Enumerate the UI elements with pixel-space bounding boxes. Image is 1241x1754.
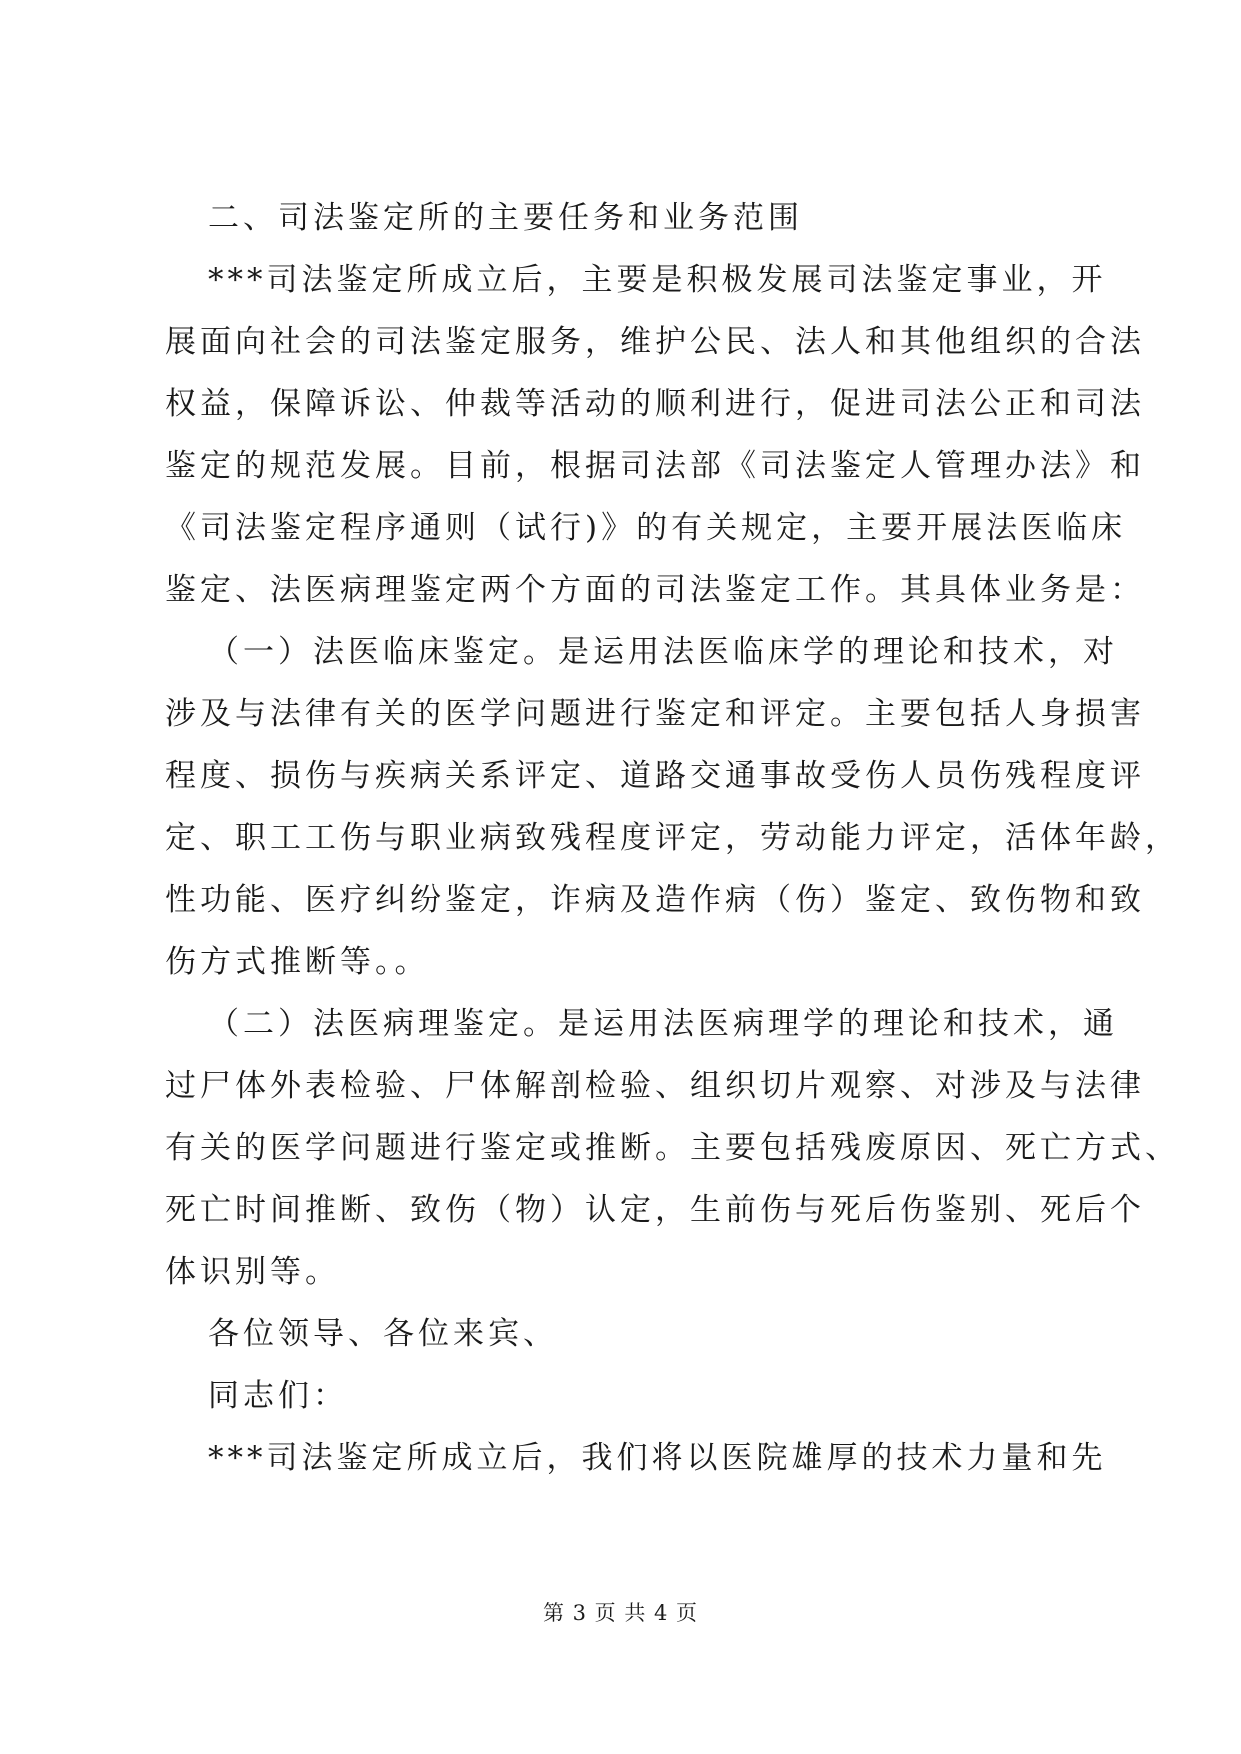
paragraph-line: 展面向社会的司法鉴定服务，维护公民、法人和其他组织的合法 (165, 324, 1145, 360)
paragraph-line: 伤方式推断等。。 (165, 944, 430, 980)
paragraph-line: 体识别等。 (165, 1254, 340, 1290)
paragraph-line: 过尸体外表检验、尸体解剖检验、组织切片观察、对涉及与法律 (165, 1068, 1145, 1104)
paragraph-line: 性功能、医疗纠纷鉴定，诈病及造作病（伤）鉴定、致伤物和致 (165, 882, 1145, 918)
paragraph-line: 有关的医学问题进行鉴定或推断。主要包括残废原因、死亡方式、 (165, 1130, 1180, 1166)
paragraph-line: （一）法医临床鉴定。是运用法医临床学的理论和技术，对 (208, 634, 1118, 670)
paragraph-line: 定、职工工伤与职业病致残程度评定，劳动能力评定，活体年龄， (165, 820, 1180, 856)
salutation-line: 同志们： (208, 1378, 348, 1414)
paragraph-line: （二）法医病理鉴定。是运用法医病理学的理论和技术，通 (208, 1006, 1118, 1042)
paragraph-line: ***司法鉴定所成立后，主要是积极发展司法鉴定事业，开 (208, 262, 1107, 298)
section-heading: 二、司法鉴定所的主要任务和业务范围 (208, 200, 803, 236)
salutation-line: 各位领导、各位来宾、 (208, 1316, 558, 1352)
paragraph-line: 涉及与法律有关的医学问题进行鉴定和评定。主要包括人身损害 (165, 696, 1145, 732)
paragraph-line: 死亡时间推断、致伤（物）认定，生前伤与死后伤鉴别、死后个 (165, 1192, 1145, 1228)
page-number-footer: 第 3 页 共 4 页 (542, 1601, 699, 1625)
paragraph-line: ***司法鉴定所成立后，我们将以医院雄厚的技术力量和先 (208, 1440, 1107, 1476)
paragraph-line: 《司法鉴定程序通则（试行)》的有关规定，主要开展法医临床 (165, 510, 1127, 546)
paragraph-line: 鉴定、法医病理鉴定两个方面的司法鉴定工作。其具体业务是： (165, 572, 1145, 608)
paragraph-line: 程度、损伤与疾病关系评定、道路交通事故受伤人员伤残程度评 (165, 758, 1145, 794)
paragraph-line: 权益，保障诉讼、仲裁等活动的顺利进行，促进司法公正和司法 (165, 386, 1145, 422)
paragraph-line: 鉴定的规范发展。目前，根据司法部《司法鉴定人管理办法》和 (165, 448, 1145, 484)
